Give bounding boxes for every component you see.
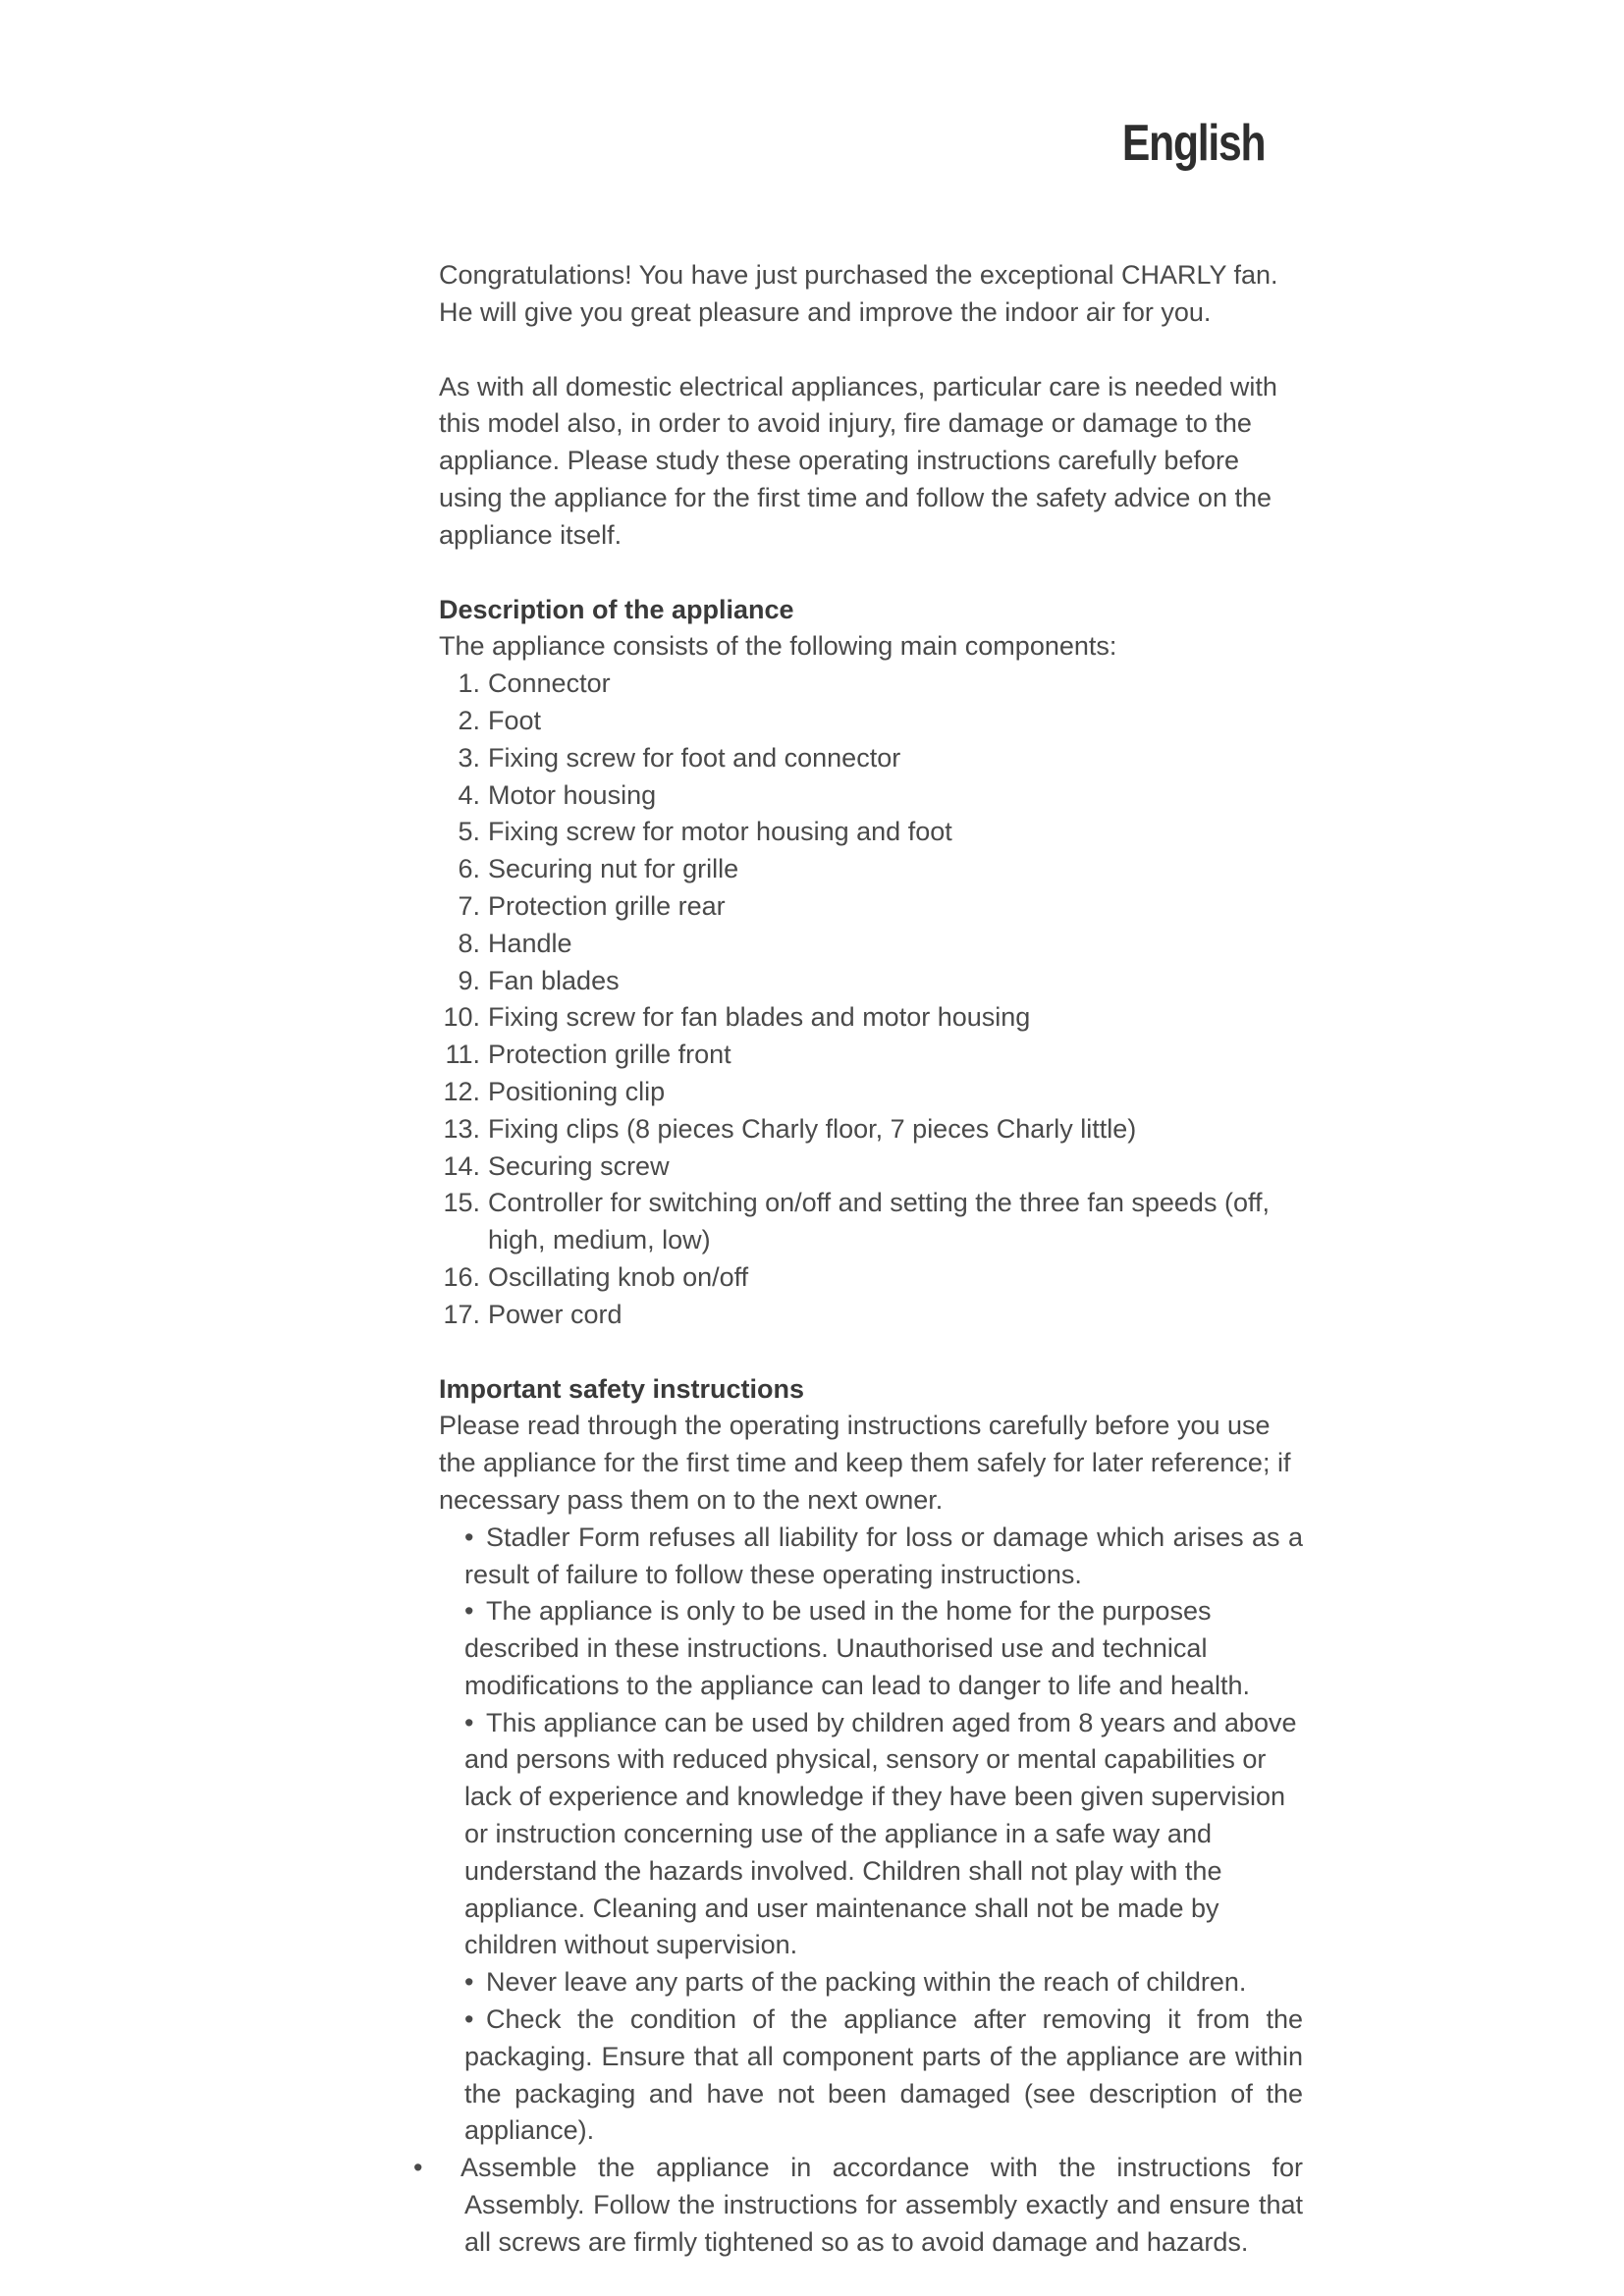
- component-item: [439, 1074, 1303, 1111]
- safety-bullet-text: Never leave any parts of the packing within the reach of children.: [486, 1967, 1247, 1998]
- component-text: Fixing clips (8 pieces Charly floor, 7 pieces Charly little): [488, 1113, 1137, 1144]
- component-text: Fixing screw for foot and connector: [488, 742, 901, 773]
- safety-bullet: [439, 1593, 1303, 1704]
- component-text: Protection grille front: [488, 1040, 731, 1070]
- safety-bullet: [439, 2002, 1303, 2150]
- component-text: Foot: [488, 705, 542, 735]
- component-item: [439, 777, 1303, 815]
- component-item: [439, 1297, 1303, 1334]
- component-text: Motor housing: [488, 779, 657, 810]
- component-item: [439, 999, 1303, 1037]
- safety-heading: Important safety instructions: [439, 1373, 805, 1404]
- bullet-icon: •: [464, 2004, 474, 2035]
- component-text: Securing nut for grille: [488, 854, 739, 884]
- component-number: 13.: [443, 1113, 480, 1144]
- component-item: [439, 963, 1303, 1000]
- component-item: [439, 1148, 1303, 1186]
- component-number: 15.: [443, 1188, 480, 1218]
- component-number: 4.: [458, 779, 480, 810]
- component-text: Positioning clip: [488, 1076, 666, 1106]
- safety-bullet-text: The appliance is only to be used in the home for the purposes described in these instructions. Unauthorised use and technical modifications to the appliance can lead to danger to life and health.: [464, 1596, 1251, 1700]
- component-text: Handle: [488, 928, 572, 958]
- bullet-icon: •: [464, 1522, 474, 1552]
- bullet-icon: •: [464, 1967, 474, 1998]
- component-item: [439, 1185, 1303, 1259]
- description-heading: Description of the appliance: [439, 594, 794, 624]
- safety-bullet-text: Stadler Form refuses all liability for loss or damage which arises as a result of failure to follow these operating instructions.: [464, 1522, 1303, 1589]
- document-body: [413, 257, 1303, 2262]
- component-text: Securing screw: [488, 1150, 670, 1181]
- safety-lead: Please read through the operating instructions carefully before you use the appliance for the first time and keep them safely for later reference; if necessary pass them on to the next owner.: [439, 1411, 1291, 1515]
- component-number: 17.: [443, 1299, 480, 1329]
- safety-bullet: [439, 1705, 1303, 1965]
- component-item: [439, 1037, 1303, 1074]
- component-text: Protection grille rear: [488, 890, 726, 921]
- safety-bullet-text: Check the condition of the appliance after removing it from the packaging. Ensure that all component parts of the appliance are within the packaging and have not been damaged (see description of the appliance).: [464, 2004, 1303, 2146]
- bullet-icon: •: [464, 1596, 474, 1627]
- component-number: 5.: [458, 817, 480, 847]
- component-text: Oscillating knob on/off: [488, 1261, 749, 1292]
- safety-bullet: [413, 2150, 1303, 2261]
- component-number: 12.: [443, 1076, 480, 1106]
- component-number: 11.: [445, 1040, 480, 1070]
- component-text: Power cord: [488, 1299, 623, 1329]
- safety-bullet-text: This appliance can be used by children aged from 8 years and above and persons with reduced physical, sensory or mental capabilities or lack of experience and knowledge if they have been given supervision or instruction concerning use of the appliance in a safe way and understand the hazards involved. Children shall not play with the appliance. Cleaning and user maintenance shall not be made by children without supervision.: [464, 1707, 1297, 1960]
- component-text: Fan blades: [488, 965, 620, 995]
- component-number: 14.: [443, 1150, 480, 1181]
- component-item: [439, 740, 1303, 777]
- component-item: [439, 703, 1303, 740]
- component-item: [439, 814, 1303, 851]
- component-number: 6.: [458, 854, 480, 884]
- component-item: [439, 851, 1303, 888]
- component-number: 1.: [458, 668, 480, 699]
- component-number: 16.: [443, 1261, 480, 1292]
- component-item: [439, 1259, 1303, 1297]
- intro-paragraph-2: As with all domestic electrical appliances, particular care is needed with this model also, in order to avoid injury, fire damage or damage to the appliance. Please study these operating instructions carefully before using the appliance for the first time and follow the safety advice on the appliance itself.: [439, 371, 1277, 550]
- bullet-icon: •: [464, 1707, 474, 1737]
- safety-bullet: [439, 1964, 1303, 2002]
- safety-bullet: [439, 1520, 1303, 1594]
- component-number: 2.: [458, 705, 480, 735]
- component-item: [439, 888, 1303, 926]
- component-number: 3.: [458, 742, 480, 773]
- component-number: 9.: [458, 965, 480, 995]
- component-item: [439, 666, 1303, 703]
- safety-bullets-list: [413, 1520, 1303, 2262]
- safety-bullet-text: Assemble the appliance in accordance with the instructions for Assembly. Follow the instructions for assembly exactly and ensure that all screws are firmly tightened so as to avoid damage and hazards.: [460, 2153, 1303, 2257]
- intro-paragraph-1: Congratulations! You have just purchased the exceptional CHARLY fan. He will give you great pleasure and improve the indoor air for you.: [439, 260, 1278, 327]
- component-number: 7.: [458, 890, 480, 921]
- component-text: Fixing screw for motor housing and foot: [488, 817, 952, 847]
- component-number: 10.: [443, 1002, 480, 1033]
- language-title: English: [1121, 115, 1265, 172]
- bullet-icon: •: [413, 2153, 423, 2183]
- component-text: Controller for switching on/off and setting the three fan speeds (off, high, medium, low): [488, 1188, 1270, 1255]
- component-item: [439, 1111, 1303, 1148]
- description-lead: The appliance consists of the following main components:: [439, 631, 1117, 662]
- component-number: 8.: [458, 928, 480, 958]
- component-item: [439, 926, 1303, 963]
- component-text: Connector: [488, 668, 611, 699]
- components-list: [439, 666, 1303, 1333]
- component-text: Fixing screw for fan blades and motor housing: [488, 1002, 1031, 1033]
